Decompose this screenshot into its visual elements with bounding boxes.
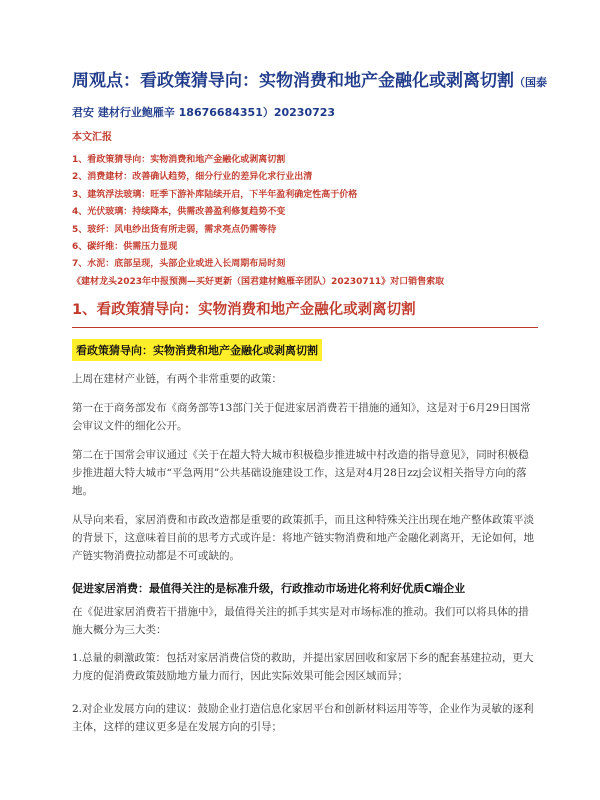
paragraph: 第二在于国常会审议通过《关于在超大特大城市积极稳步推进城中村改造的指导意见》，同时积极稳步推进超大特大城市“平急两用”公共基础设施建设工作，这是对4月28日zzj会议相关指导方向的落地。 — [72, 449, 529, 497]
paragraph: 从导向来看，家居消费和市政改造都是重要的政策抓手，而且这种特殊关注出现在地产整体政策平淡的背景下，这意味着目前的思考方式或许是：将地产链实物消费和地产金融化剥离开，无论如何，地产链实物消费拉动都是不可或缺的。 — [72, 514, 534, 562]
report-title-sub: （国泰君安 建材行业鲍雁辛 18676684351）20230723 — [72, 76, 547, 119]
report-title — [72, 67, 548, 127]
toc-item: 1、看政策猜导向：实物消费和地产金融化或剥离切割 — [72, 155, 286, 165]
bold-subheading: 促进家居消费：最值得关注的是标准升级，行政推动市场进化将利好优质C端企业 — [72, 582, 466, 595]
toc-item: 5、玻纤：风电纱出货有所走弱，需求亮点仍需等待 — [72, 224, 277, 235]
toc-item: 7、水泥：底部呈现，头部企业或进入长周期布局时刻 — [72, 259, 286, 270]
report-title-main: 周观点：看政策猜导向：实物消费和地产金融化或剥离切割 — [72, 71, 514, 91]
paragraph: 2.对企业发展方向的建议：鼓励企业打造信息化家居平台和创新材料运用等等，企业作为灵敏的逐利主体，这样的建议更多是在发展方向的引导； — [72, 703, 534, 733]
toc-item: 4、光伏玻璃：持续降本，供需改善盈利修复趋势不变 — [72, 207, 286, 218]
highlighted-subheading: 看政策猜导向：实物消费和地产金融化或剥离切割 — [72, 339, 322, 361]
toc-item: 6、碳纤维：供需压力显现 — [72, 242, 178, 253]
paragraph: 在《促进家居消费若干措施中》，最值得关注的抓手其实是对市场标准的推动。我们可以将具体的措施大概分为三大类： — [72, 606, 529, 636]
toc-item: 3、建筑浮法玻璃：旺季下游补库陆续开启，下半年盈利确定性高于价格 — [72, 189, 358, 200]
paragraph: 1.总量的刺激政策：包括对家居消费信贷的救助，并提出家居回收和家居下乡的配套基建拉动，更大力度的促消费政策鼓励地方量力而行，因此实际效果可能会因区域而异； — [72, 652, 534, 682]
paragraph: 第一在于商务部发布《商务部等13部门关于促进家居消费若干措施的通知》，这是对于6月29日国常会审议文件的细化公开。 — [72, 402, 531, 432]
paragraph: 上周在建材产业链，有两个非常重要的政策： — [72, 373, 282, 385]
toc-item: 《建材龙头2023年中报预测—买好更新（国君建材鲍雁辛团队）20230711》对口销售索取 — [72, 276, 445, 287]
summary-label: 本文汇报 — [72, 132, 112, 143]
table-of-contents — [72, 152, 552, 291]
section-heading: 1、看政策猜导向：实物消费和地产金融化或剥离切割 — [72, 298, 538, 328]
toc-item: 2、消费建材：改善确认趋势，细分行业的差异化求行业出清 — [72, 172, 313, 183]
